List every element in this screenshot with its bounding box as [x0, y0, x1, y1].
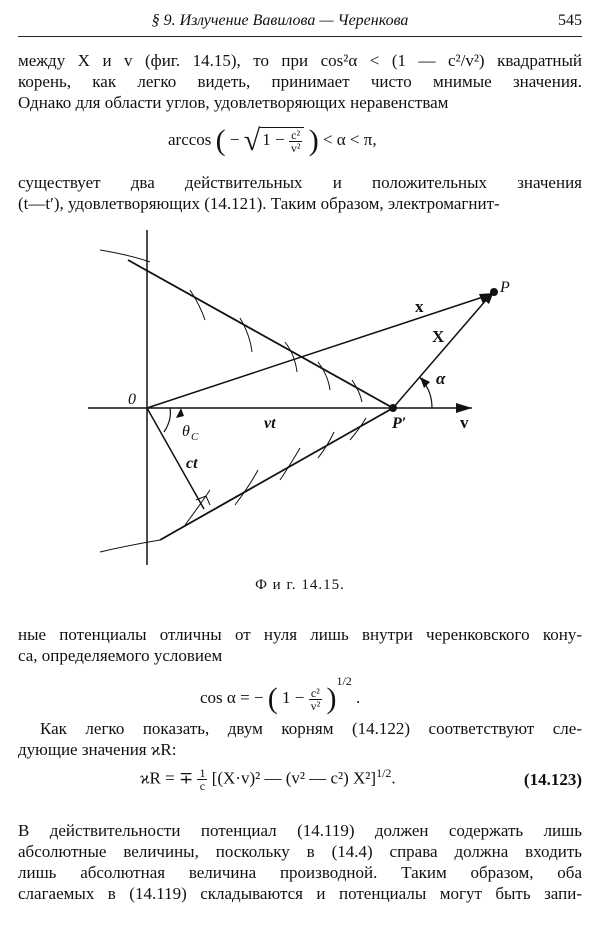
point-p-dot — [491, 289, 498, 296]
eq3-exponent: 1/2 — [376, 766, 392, 780]
text-line: лишь абсолютная величина производной. Таким образом, оба — [18, 863, 582, 882]
eq-denominator: v² — [310, 698, 321, 713]
label-vt: vt — [264, 415, 276, 432]
axis-arrow-v — [456, 403, 472, 413]
label-p-prime: P′ — [392, 415, 407, 432]
eq-paren-close: ) — [308, 124, 319, 157]
text-line: между X и v (фиг. 14.15), то при cos²α < (1 — c²/v²) квадратный — [18, 51, 582, 70]
eq3-end: . — [391, 768, 396, 788]
eq-exponent: 1/2 — [336, 674, 352, 688]
label-vector-X: X — [432, 327, 445, 346]
eq-right: < α < π, — [322, 129, 377, 149]
eq-sqrt-sign: √ — [243, 124, 261, 157]
eq3-denominator: c — [199, 779, 206, 794]
eq-paren-open: ( — [267, 682, 278, 716]
label-origin: 0 — [128, 391, 136, 408]
alpha-arrow — [420, 377, 430, 388]
eq3-left: ϰR = ∓ — [140, 768, 194, 788]
label-vector-x: x — [415, 297, 424, 316]
wave-arc — [100, 250, 150, 262]
label-theta: θ — [182, 423, 190, 440]
vector-x — [147, 294, 492, 408]
eq3-body: [(X·v)² — (v² — c²) X²] — [211, 768, 377, 788]
text-line: ные потенциалы отличны от нуля лишь внутри черенковского кону- — [18, 625, 582, 644]
eq3-numerator: 1 — [199, 766, 206, 781]
text-line: Однако для области углов, удовлетворяющих неравенствам — [18, 93, 449, 112]
wave-arc — [285, 342, 297, 372]
header-title: § 9. Излучение Вавилова — Черенкова — [151, 12, 409, 29]
paragraph-5 — [18, 820, 582, 904]
eq-cos-left: cos α = − — [200, 688, 264, 707]
text-line: (t—t′), удовлетворяющих (14.121). Таким образом, электромагнит- — [18, 194, 500, 213]
eq-paren-open: ( — [215, 124, 226, 157]
text-line: слагаемых в (14.119) складываются и потенциалы могут быть запи- — [18, 884, 582, 903]
vector-X — [393, 292, 493, 408]
theta-arrow — [176, 408, 184, 418]
text-line: са, определяемого условием — [18, 646, 223, 665]
text-line: Как легко показать, двум корням (14.122) соответствуют сле- — [40, 719, 582, 738]
label-p: P — [500, 279, 510, 296]
cone-lower-line — [160, 408, 393, 540]
wave-arc — [350, 418, 366, 440]
wave-arc — [352, 380, 362, 402]
label-ct: ct — [186, 455, 198, 472]
wave-arc — [280, 448, 300, 480]
equation-cos-alpha — [200, 674, 360, 716]
text-line: абсолютные величины, поскольку в (14.4) справа должна входить — [18, 842, 582, 861]
eq-numerator: c² — [309, 687, 323, 700]
text-line: корень, как легко видеть, принимает чисто мнимые значения. — [18, 72, 582, 91]
label-alpha: α — [436, 369, 446, 388]
text-line: дующие значения ϰR: — [18, 740, 177, 759]
eq-numerator: c² — [289, 129, 303, 142]
point-p-prime-dot — [390, 405, 397, 412]
eq-denominator: v² — [290, 140, 301, 155]
paragraph-4 — [18, 718, 582, 760]
eq-one-minus: 1 − — [282, 688, 305, 707]
wave-arc — [235, 470, 258, 505]
figure-caption: Ф и г. 14.15. — [255, 577, 345, 593]
label-theta-sub: C — [191, 431, 199, 443]
theta-arc — [164, 408, 170, 432]
page-number: 545 — [558, 12, 582, 29]
eq3-fraction — [197, 767, 207, 792]
eq-paren-close: ) — [326, 682, 337, 716]
cone-upper-line — [128, 260, 393, 408]
equation-number: (14.123) — [523, 770, 582, 789]
text-line: существует два действительных и положительных значения — [18, 173, 582, 192]
eq-arccos: arccos — [168, 129, 212, 149]
paragraph-3 — [18, 624, 582, 666]
label-v: v — [460, 413, 469, 432]
eq-minus: − — [229, 129, 240, 149]
eq-end: . — [356, 688, 361, 707]
text-line: В действительности потенциал (14.119) должен содержать лишь — [18, 821, 582, 840]
equation-kappa-r — [140, 766, 396, 792]
wave-arc — [100, 540, 160, 552]
eq-fraction — [309, 687, 323, 712]
wave-arc — [190, 290, 205, 320]
eq-one-minus: 1 − — [262, 129, 285, 149]
